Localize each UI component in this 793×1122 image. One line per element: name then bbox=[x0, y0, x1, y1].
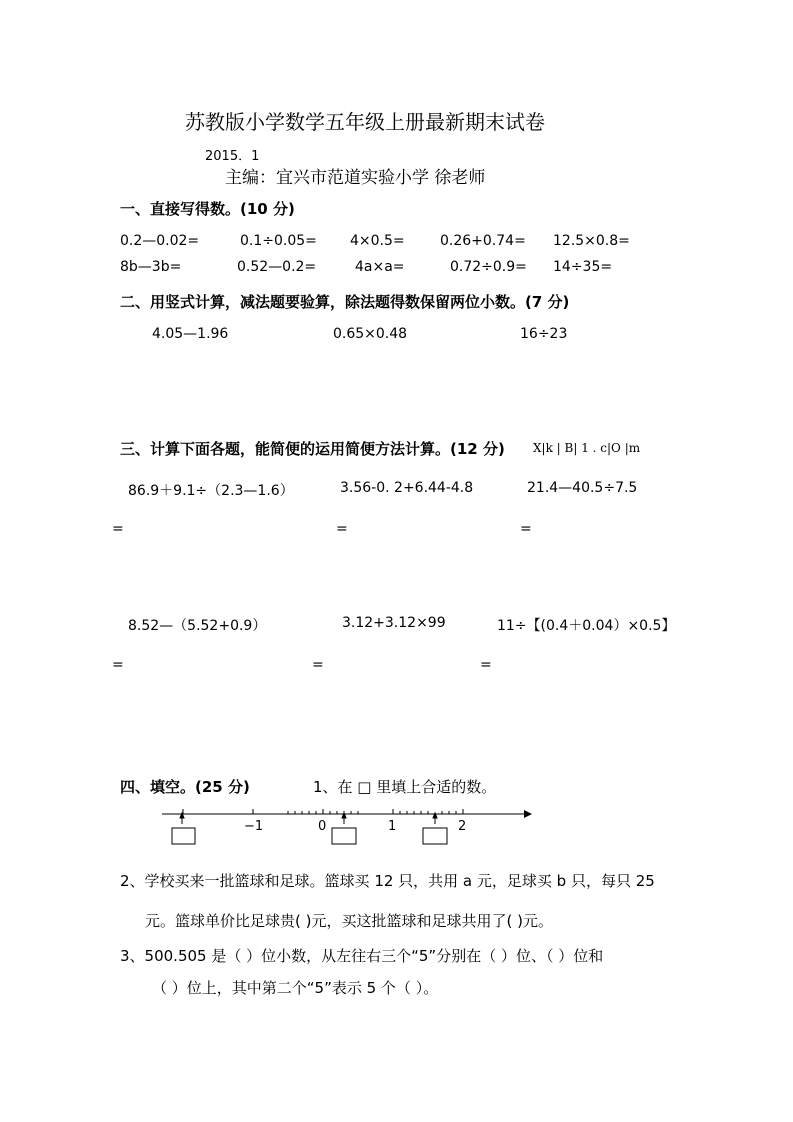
q3-line2: （ ）位上，其中第二个“5”表示 5 个（ ）。 bbox=[152, 979, 439, 997]
s3-eq-6: = bbox=[480, 657, 492, 673]
q2-line1: 2、学校买来一批篮球和足球。篮球买 12 只，共用 a 元，足球买 b 只，每只 25 bbox=[120, 872, 655, 890]
s3-r1-c1: 86.9＋9.1÷（2.3—1.6） bbox=[128, 483, 294, 499]
s2-item-2: 0.65×0.48 bbox=[333, 326, 408, 342]
label-0: 0 bbox=[318, 819, 327, 834]
exam-date: 2015．1 bbox=[205, 149, 260, 164]
answer-box-3[interactable] bbox=[423, 828, 447, 844]
number-line bbox=[160, 800, 540, 850]
editor-line: 主编：宜兴市范道实验小学 徐老师 bbox=[225, 168, 486, 188]
section1-heading: 一、直接写得数。(10 分) bbox=[120, 200, 295, 218]
s3-r2-c1: 8.52—（5.52+0.9） bbox=[128, 618, 267, 634]
s1-r2-c2: 0.52—0.2= bbox=[237, 259, 317, 275]
section4-heading: 四、填空。(25 分) bbox=[120, 778, 250, 796]
s1-r1-c5: 12.5×0.8= bbox=[553, 233, 630, 249]
watermark-noise: X|k | B| 1 . c|O |m bbox=[533, 441, 641, 455]
q1-text: 1、在 □ 里填上合适的数。 bbox=[313, 778, 497, 796]
s1-r1-c1: 0.2—0.02= bbox=[120, 233, 200, 249]
s3-r1-c2: 3.56-0. 2+6.44-4.8 bbox=[340, 480, 474, 496]
s1-r1-c2: 0.1÷0.05= bbox=[240, 233, 317, 249]
s1-r1-c3: 4×0.5= bbox=[350, 233, 405, 249]
label-2: 2 bbox=[458, 819, 467, 834]
s3-r1-c3: 21.4—40.5÷7.5 bbox=[527, 480, 638, 496]
s3-r2-c2: 3.12+3.12×99 bbox=[342, 615, 446, 631]
s3-r2-c3: 11÷【(0.4＋0.04）×0.5】 bbox=[497, 618, 676, 634]
answer-box-1[interactable] bbox=[172, 828, 195, 844]
s3-eq-5: = bbox=[312, 657, 324, 673]
number-line-arrow bbox=[524, 810, 532, 818]
q2-line2: 元。篮球单价比足球贵( )元，买这批篮球和足球共用了( )元。 bbox=[145, 912, 553, 930]
s1-r2-c5: 14÷35= bbox=[553, 259, 613, 275]
q3-line1: 3、500.505 是（ ）位小数，从左往右三个“5”分别在（ ）位、（ ）位和 bbox=[120, 947, 604, 965]
s3-eq-3: = bbox=[520, 521, 532, 537]
section2-heading: 二、用竖式计算，减法题要验算，除法题得数保留两位小数。(7 分) bbox=[120, 293, 570, 311]
s2-item-3: 16÷23 bbox=[520, 326, 568, 342]
label-1: 1 bbox=[388, 819, 397, 834]
point-markers bbox=[180, 813, 437, 824]
s2-item-1: 4.05—1.96 bbox=[152, 326, 229, 342]
section3-heading: 三、计算下面各题，能简便的运用简便方法计算。(12 分) bbox=[120, 440, 505, 458]
page-title: 苏教版小学数学五年级上册最新期末试卷 bbox=[185, 110, 545, 134]
s1-r2-c4: 0.72÷0.9= bbox=[450, 259, 527, 275]
s3-eq-4: = bbox=[112, 657, 124, 673]
s3-eq-1: = bbox=[112, 521, 124, 537]
s1-r2-c3: 4a×a= bbox=[355, 259, 405, 275]
label-neg1: −1 bbox=[244, 819, 264, 834]
s1-r2-c1: 8b—3b= bbox=[120, 259, 182, 275]
s1-r1-c4: 0.26+0.74= bbox=[440, 233, 526, 249]
answer-box-2[interactable] bbox=[332, 828, 356, 844]
s3-eq-2: = bbox=[336, 521, 348, 537]
